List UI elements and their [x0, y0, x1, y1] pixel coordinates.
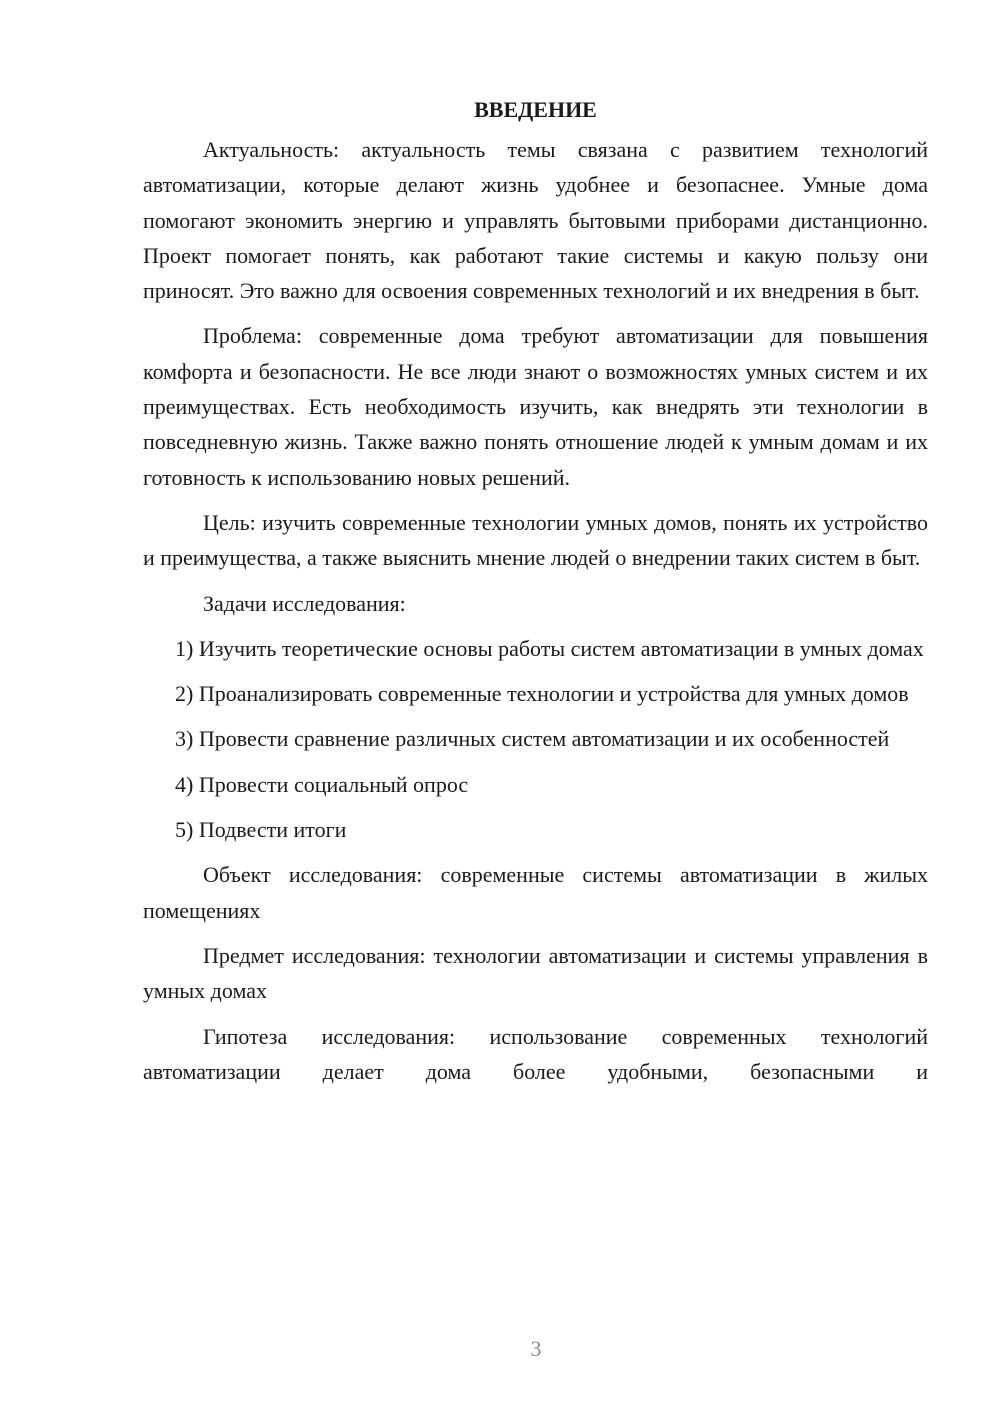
task-item-2: 2) Проанализировать современные технологии и устройства для умных домов — [175, 681, 909, 707]
section-title: ВВЕДЕНИЕ — [474, 97, 597, 122]
document-page — [143, 92, 928, 1089]
task-item-5: 5) Подвести итоги — [175, 817, 347, 843]
task-item-4: 4) Провести социальный опрос — [175, 771, 469, 797]
task-item-3: 3) Провести сравнение различных систем автоматизации и их особенностей — [175, 726, 890, 752]
paragraph-subject: Предмет исследования: технологии автоматизации и системы управления в умных домах — [143, 942, 928, 1004]
paragraph-goal: Цель: изучить современные технологии умных домов, понять их устройство и преимущества, а также выяснить мнение людей о внедрении таких систем в быт. — [143, 509, 928, 571]
paragraph-object: Объект исследования: современные системы автоматизации в жилых помещениях — [143, 862, 928, 923]
tasks-heading: Задачи исследования: — [203, 590, 406, 616]
paragraph-hypothesis: Гипотеза исследования: использование современных технологий автоматизации делает дома более удобными, безопасными и — [143, 1023, 928, 1084]
paragraph-relevance: Актуальность: актуальность темы связана с развитием технологий автоматизации, которые делают жизнь удобнее и безопаснее. Умные дома помогают экономить энергию и управлять бытовыми приборами дистанционно. Проект помогает понять, как работают такие системы и какую пользу они приносят. Это важно для освоения современных технологий и их внедрения в быт. — [143, 137, 928, 304]
paragraph-problem: Проблема: современные дома требуют автоматизации для повышения комфорта и безопасности. Не все люди знают о возможностях умных систем и их преимуществах. Есть необходимость изучить, как внедрять эти технологии в повседневную жизнь. Также важно понять отношение людей к умным домам и их готовность к использованию новых решений. — [143, 323, 928, 490]
page-number: 3 — [530, 1336, 542, 1361]
task-item-1: 1) Изучить теоретические основы работы систем автоматизации в умных домах — [175, 635, 924, 661]
